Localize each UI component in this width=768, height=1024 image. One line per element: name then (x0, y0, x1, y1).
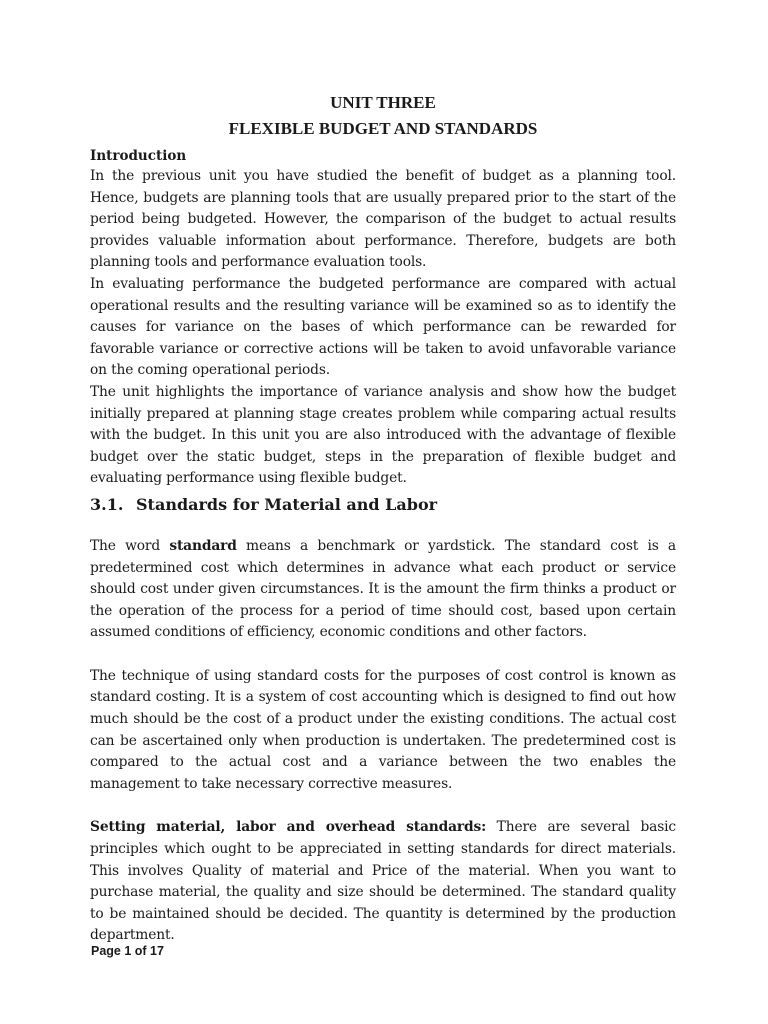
p1-text-start: The word (90, 537, 170, 554)
intro-paragraph-3: The unit highlights the importance of variance analysis and show how the budget initially prepared at planning stage creates problem while comparing actual results with the budget. In this unit you are also introduced with the advantage of flexible budget over the static budget, steps in the preparation of flexible budget and evaluating performance using flexible budget. (90, 383, 676, 487)
section-number: 3.1. (90, 494, 124, 514)
introduction-heading: Introduction (90, 148, 187, 164)
unit-title: UNIT THREE (330, 93, 436, 112)
standard-term: standard (169, 537, 237, 554)
section-paragraph-2: The technique of using standard costs for the purposes of cost control is known as standard costing. It is a system of cost accounting which is designed to find out how much should be the cost of a product under the existing conditions. The actual cost can be ascertained only when production is undertaken. The predetermined cost is compared to the actual cost and a variance between the two enables the management to take necessary corrective measures. (90, 667, 676, 792)
p3-text-rest: There are several basic principles which ought to be appreciated in setting standards for direct materials. This involves Quality of material and Price of the material. When you want to purchase material, the quality and size should be determined. The standard quality to be maintained should be decided. The quantity is determined by the production department. (90, 819, 676, 944)
intro-paragraph-1: In the previous unit you have studied the benefit of budget as a planning tool. Hence, budgets are planning tools that are usually prepared prior to the start of the period being budgeted. However, the comparison of the budget to actual results provides valuable information about performance. Therefore, budgets are both planning tools and performance evaluation tools. (90, 168, 676, 271)
section-heading (90, 494, 676, 516)
document-title: FLEXIBLE BUDGET AND STANDARDS (228, 119, 538, 138)
document-page (90, 92, 676, 947)
page-number-footer: Page 1 of 17 (91, 944, 164, 958)
intro-paragraph-2: In evaluating performance the budgeted performance are compared with actual operational results and the resulting variance will be examined so as to identify the causes for variance on the bases of which performance can be rewarded for favorable variance or corrective actions will be taken to avoid unfavorable variance on the coming operational periods. (90, 275, 676, 379)
section-paragraph-1 (90, 536, 676, 644)
setting-standards-term: Setting material, labor and overhead standards: (90, 819, 487, 836)
section-paragraph-3 (90, 817, 676, 947)
section-title: Standards for Material and Labor (136, 494, 438, 514)
p1-text-rest: means a benchmark or yardstick. The standard cost is a predetermined cost which determines in advance what each product or service should cost under given circumstances. It is the amount the firm thinks a product or the operation of the process for a period of time should cost, based upon certain assumed conditions of efficiency, economic conditions and other factors. (90, 537, 676, 641)
